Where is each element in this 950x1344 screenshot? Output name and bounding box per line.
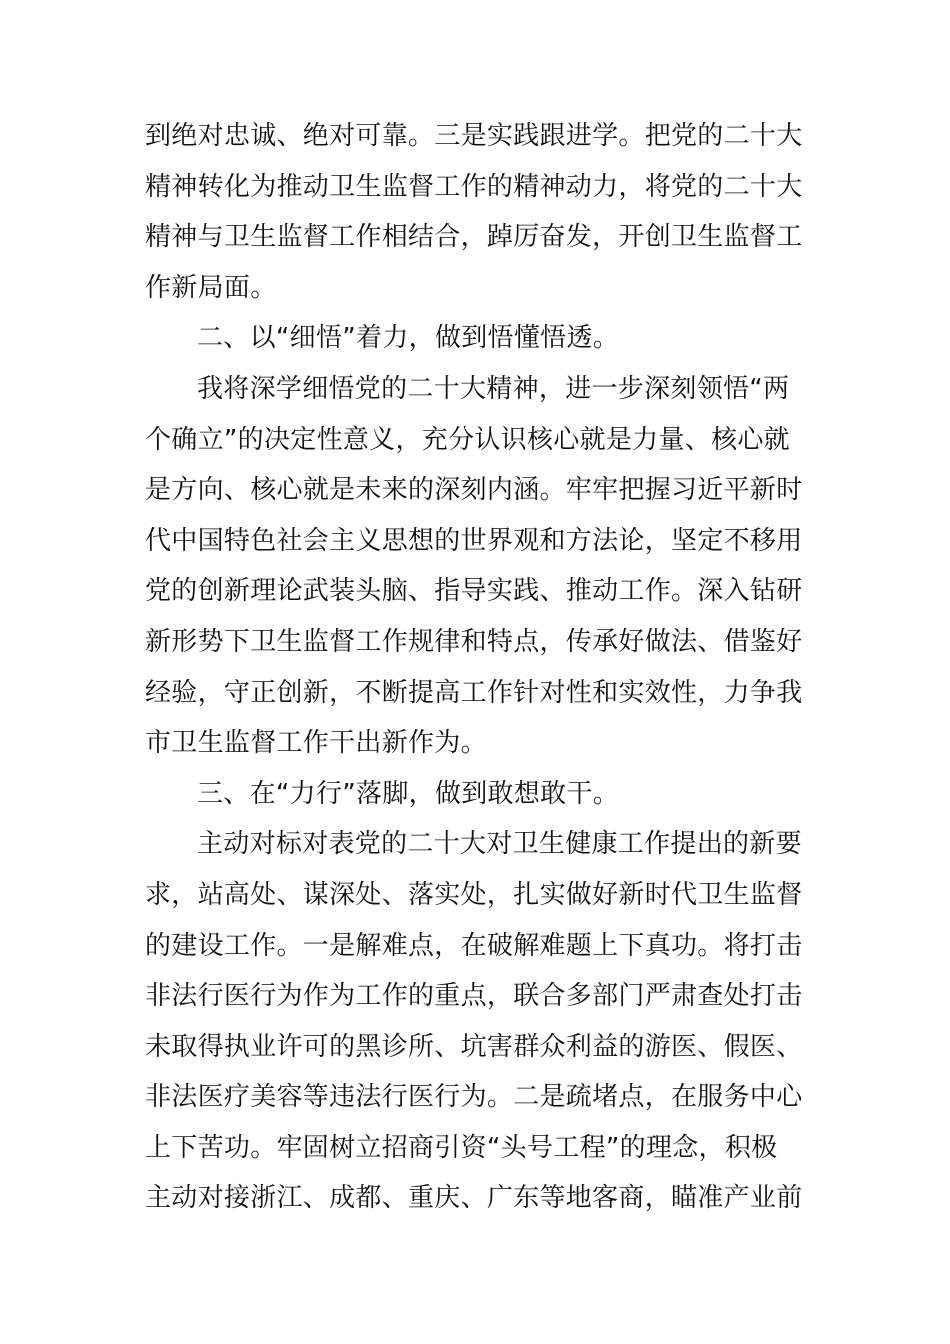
text-line: 经验，守正创新，不断提高工作针对性和实效性，力争我 — [145, 677, 803, 708]
text-line: 个确立”的决定性意义，充分认识核心就是力量、核心就 — [145, 424, 790, 455]
text-line: 上下苦功。牢固树立招商引资“头号工程”的理念，积极 — [145, 1132, 778, 1163]
text-line: 非法行医行为作为工作的重点，联合多部门严肃查处打击 — [145, 981, 803, 1012]
text-line: 精神转化为推动卫生监督工作的精神动力，将党的二十大 — [145, 171, 803, 202]
text-line: 非法医疗美容等违法行医行为。二是疏堵点，在服务中心 — [145, 1082, 803, 1113]
text-line: 求，站高处、谋深处、落实处，扎实做好新时代卫生监督 — [145, 879, 803, 910]
text-line: 我将深学细悟党的二十大精神，进一步深刻领悟“两 — [197, 373, 790, 404]
text-line: 新形势下卫生监督工作规律和特点，传承好做法、借鉴好 — [145, 626, 803, 657]
text-line: 作新局面。 — [145, 272, 277, 303]
body-text — [145, 111, 810, 1224]
text-line: 是方向、核心就是未来的深刻内涵。牢牢把握习近平新时 — [145, 475, 803, 506]
section-heading: 二、以“细悟”着力，做到悟懂悟透。 — [197, 323, 620, 354]
text-line: 主动对标对表党的二十大对卫生健康工作提出的新要 — [197, 829, 802, 860]
text-line: 的建设工作。一是解难点，在破解难题上下真功。将打击 — [145, 930, 803, 961]
text-line: 市卫生监督工作干出新作为。 — [145, 728, 487, 759]
text-line: 未取得执业许可的黑诊所、坑害群众利益的游医、假医、 — [145, 1031, 803, 1062]
text-line: 主动对接浙江、成都、重庆、广东等地客商，瞄准产业前 — [145, 1183, 803, 1214]
text-line: 到绝对忠诚、绝对可靠。三是实践跟进学。把党的二十大 — [145, 121, 803, 151]
section-heading: 三、在“力行”落脚，做到敢想敢干。 — [197, 778, 620, 809]
text-line: 党的创新理论武装头脑、指导实践、推动工作。深入钻研 — [145, 576, 803, 607]
text-line: 代中国特色社会主义思想的世界观和方法论，坚定不移用 — [145, 525, 803, 556]
text-line: 精神与卫生监督工作相结合，踔厉奋发，开创卫生监督工 — [145, 222, 803, 253]
